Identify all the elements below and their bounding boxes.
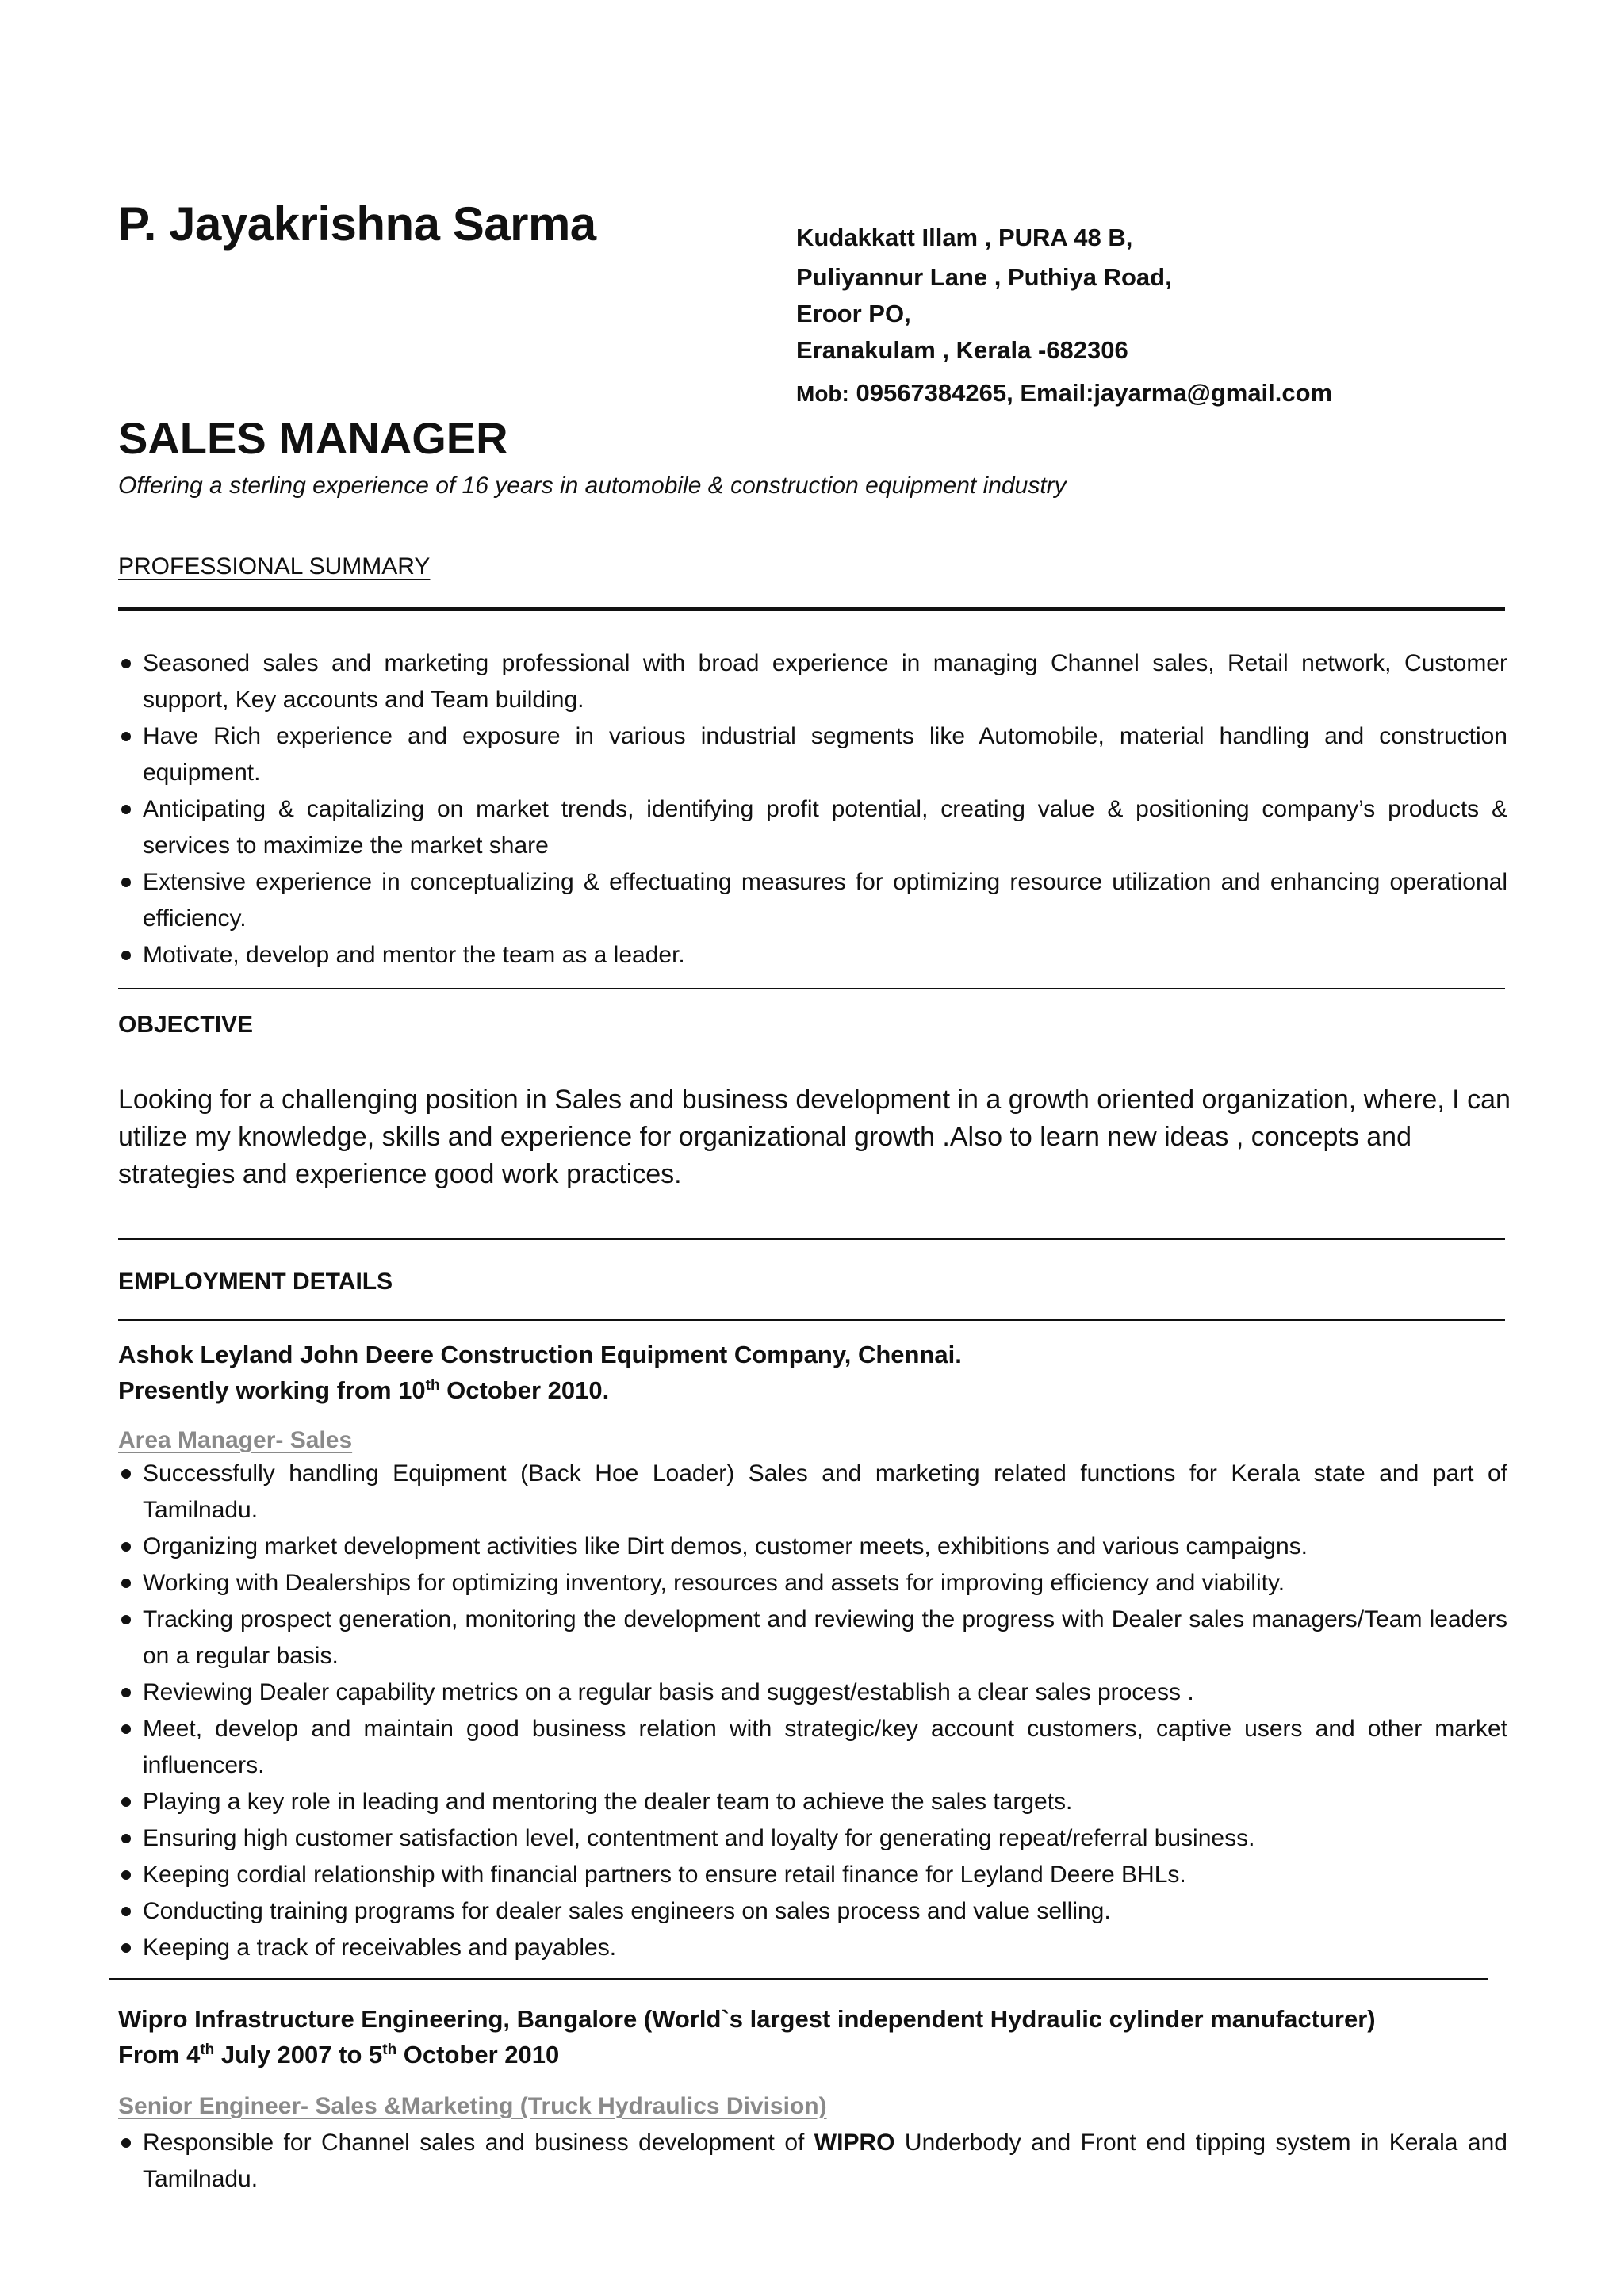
job-period: Presently working from 10th October 2010. xyxy=(118,1376,610,1404)
address-line-3: Eroor PO, xyxy=(796,300,911,327)
list-item: Successfully handling Equipment (Back Hoe Loader) Sales and marketing related functions for Kerala state and part of Tamilnadu. xyxy=(118,1456,1507,1529)
summary-list xyxy=(118,645,1507,974)
list-item: Seasoned sales and marketing professional with broad experience in managing Channel sales, Retail network, Customer support, Key accounts and Team building. xyxy=(118,645,1507,718)
list-item: Reviewing Dealer capability metrics on a regular basis and suggest/establish a clear sales process . xyxy=(118,1674,1507,1711)
list-item: Keeping a track of receivables and payables. xyxy=(118,1930,1507,1966)
address-line-1: Kudakkatt Illam , PURA 48 B, xyxy=(796,224,1133,251)
job-2-company xyxy=(118,2001,1376,2072)
job-1-company xyxy=(118,1337,962,1408)
section-title-employment: EMPLOYMENT DETAILS xyxy=(118,1269,393,1295)
contact-value: 09567384265, Email:jayarma@gmail.com xyxy=(856,379,1333,407)
list-item: Working with Dealerships for optimizing inventory, resources and assets for improving efficiency and viability. xyxy=(118,1565,1507,1601)
section-divider xyxy=(118,1319,1505,1321)
section-title-summary: PROFESSIONAL SUMMARY xyxy=(118,553,431,580)
job-1-role: Area Manager- Sales xyxy=(118,1427,353,1453)
list-item: Motivate, develop and mentor the team as a leader. xyxy=(118,937,1507,974)
company-name: Ashok Leyland John Deere Construction Equipment Company, Chennai. xyxy=(118,1341,962,1368)
list-item: Have Rich experience and exposure in various industrial segments like Automobile, material handling and construction equipment. xyxy=(118,718,1507,791)
section-divider xyxy=(118,988,1505,989)
tagline: Offering a sterling experience of 16 years in automobile & construction equipment industry xyxy=(118,473,1067,499)
job-1-duties xyxy=(118,1456,1507,1966)
mobile-label: Mob: xyxy=(796,381,849,406)
list-item: Organizing market development activities like Dirt demos, customer meets, exhibitions and various campaigns. xyxy=(118,1529,1507,1565)
list-item: Anticipating & capitalizing on market trends, identifying profit potential, creating value & positioning company’s products & services to maximize the market share xyxy=(118,791,1507,864)
list-item: Responsible for Channel sales and business development of WIPRO Underbody and Front end tipping system in Kerala and Tamilnadu. xyxy=(118,2125,1507,2198)
list-item: Conducting training programs for dealer sales engineers on sales process and value selling. xyxy=(118,1893,1507,1930)
contact-line xyxy=(796,379,1332,408)
section-divider xyxy=(118,1238,1505,1240)
address-line-4: Eranakulam , Kerala -682306 xyxy=(796,336,1128,364)
address-line-2: Puliyannur Lane , Puthiya Road, xyxy=(796,263,1172,291)
company-name: Wipro Infrastructure Engineering, Bangalore (World`s largest independent Hydraulic cylinder manufacturer) xyxy=(118,2005,1376,2033)
job-period: From 4th July 2007 to 5th October 2010 xyxy=(118,2041,560,2068)
section-divider xyxy=(109,1978,1488,1980)
list-item: Meet, develop and maintain good business relation with strategic/key account customers, captive users and other market influencers. xyxy=(118,1711,1507,1784)
list-item: Tracking prospect generation, monitoring the development and reviewing the progress with Dealer sales managers/Team leaders on a regular basis. xyxy=(118,1601,1507,1674)
job-2-role: Senior Engineer- Sales &Marketing (Truck Hydraulics Division) xyxy=(118,2093,827,2119)
list-item: Keeping cordial relationship with financial partners to ensure retail finance for Leyland Deere BHLs. xyxy=(118,1857,1507,1893)
job-2-duties xyxy=(118,2125,1507,2198)
objective-text: Looking for a challenging position in Sales and business development in a growth oriented organization, where, I can utilize my knowledge, skills and experience for organizational growth .Also to learn new ideas , concepts and strategies and experience good work practices. xyxy=(118,1085,1511,1189)
list-item: Ensuring high customer satisfaction level, contentment and loyalty for generating repeat/referral business. xyxy=(118,1820,1507,1857)
job-title: SALES MANAGER xyxy=(118,413,508,463)
section-divider xyxy=(118,607,1505,611)
list-item: Playing a key role in leading and mentoring the dealer team to achieve the sales targets. xyxy=(118,1784,1507,1820)
list-item: Extensive experience in conceptualizing & effectuating measures for optimizing resource utilization and enhancing operational efficiency. xyxy=(118,864,1507,937)
candidate-name: P. Jayakrishna Sarma xyxy=(118,197,596,251)
section-title-objective: OBJECTIVE xyxy=(118,1012,254,1038)
